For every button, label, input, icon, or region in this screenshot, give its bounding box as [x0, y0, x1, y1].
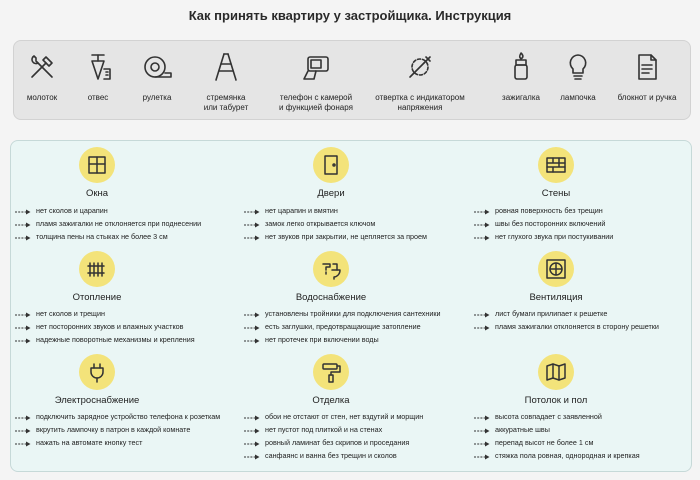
arrow-icon — [244, 233, 260, 239]
checklist-item — [244, 424, 382, 436]
section-title: Водоснабжение — [295, 292, 367, 303]
tool-label: молоток — [26, 93, 58, 102]
ceiling-floor-icon — [545, 361, 567, 383]
ventilation-fan-icon — [545, 258, 567, 280]
section-title: Отделка — [312, 395, 350, 406]
checklist-item-text: стяжка пола ровная, однородная и крепкая — [495, 451, 640, 460]
brick-wall-icon — [545, 154, 567, 176]
checklist-item — [244, 231, 427, 243]
arrow-icon — [474, 220, 490, 226]
notepad-pen-icon — [631, 51, 663, 83]
arrow-icon — [244, 413, 260, 419]
arrow-icon — [15, 310, 31, 316]
arrow-icon — [15, 439, 31, 445]
checklist-item-text: обои не отстают от стен, нет вздутий и морщин — [265, 412, 424, 421]
section-title: Окна — [85, 188, 109, 199]
checklist-item-text: санфаянс и ванна без трещин и сколов — [265, 451, 397, 460]
checklist-item — [15, 321, 184, 333]
checklist-item — [15, 205, 108, 217]
checklist-item — [244, 205, 338, 217]
section-icon-circle — [313, 251, 349, 287]
tool-label: стремянка или табурет — [203, 93, 249, 112]
checklist-item — [244, 334, 379, 346]
checklist-item — [244, 308, 441, 320]
checklist-item-text: нет сколов и царапин — [36, 206, 108, 215]
tool-label: зажигалка — [502, 93, 540, 102]
checklist-item-text: нет посторонних звуков и влажных участков — [36, 322, 184, 331]
checklist-item-text: ровный ламинат без скрипов и проседания — [265, 438, 410, 447]
checklist-item-text: ровная поверхность без трещин — [495, 206, 603, 215]
checklist-item-text: нет царапин и вмятин — [265, 206, 338, 215]
checklist-item-text: подключить зарядное устройство телефона к розеткам — [36, 412, 221, 421]
section-icon-circle — [79, 251, 115, 287]
arrow-icon — [474, 310, 490, 316]
section-title: Вентиляция — [529, 292, 583, 303]
tool-label: телефон с камерой и функцией фонаря — [279, 93, 353, 112]
arrow-icon — [15, 220, 31, 226]
arrow-icon — [244, 207, 260, 213]
faucet-toilet-icon — [320, 258, 342, 280]
arrow-icon — [244, 426, 260, 432]
section-icon-circle — [538, 251, 574, 287]
window-icon — [86, 154, 108, 176]
checklist-item-text: толщина пены на стыках не более 3 см — [36, 232, 168, 241]
stepladder-icon — [210, 51, 242, 83]
section-icon-circle — [538, 147, 574, 183]
checklist-item — [244, 321, 421, 333]
light-bulb-icon — [562, 51, 594, 83]
section-title: Электроснабжение — [54, 395, 140, 406]
checklist-item — [474, 321, 659, 333]
power-plug-icon — [86, 361, 108, 383]
section-icon-circle — [79, 354, 115, 390]
checklist-item-text: нет протечек при включении воды — [265, 335, 379, 344]
tool-label: рулетка — [142, 93, 172, 102]
checklist-item-text: нет глухого звука при постукивании — [495, 232, 614, 241]
tools-toolbar — [13, 40, 691, 120]
checklist-item-text: вкрутить лампочку в патрон в каждой комнате — [36, 425, 191, 434]
tool-label: отвертка с индикатором напряжения — [375, 93, 465, 112]
tool-label: отвес — [87, 93, 109, 102]
checklist-item — [15, 437, 142, 449]
checklist-item — [474, 411, 602, 423]
arrow-icon — [244, 323, 260, 329]
plumb-bob-icon — [82, 51, 114, 83]
phone-camera-icon — [300, 51, 332, 83]
door-icon — [320, 154, 342, 176]
arrow-icon — [474, 323, 490, 329]
radiator-icon — [86, 258, 108, 280]
checklist-item-text: нет звуков при закрытии, не цепляется за проем — [265, 232, 427, 241]
checklist-item-text: пламя зажигалки не отклоняется при поднесении — [36, 219, 202, 228]
arrow-icon — [474, 207, 490, 213]
checklist-item — [474, 450, 640, 462]
checklist-panel — [10, 140, 692, 472]
section-icon-circle — [313, 354, 349, 390]
checklist-item — [474, 424, 550, 436]
checklist-item-text: лист бумаги прилипает к решетке — [495, 309, 608, 318]
checklist-item — [244, 411, 423, 423]
checklist-item — [15, 411, 220, 423]
checklist-item — [474, 308, 607, 320]
checklist-item-text: замок легко открывается ключом — [265, 219, 376, 228]
screwdriver-tester-icon — [404, 51, 436, 83]
arrow-icon — [474, 233, 490, 239]
arrow-icon — [244, 439, 260, 445]
section-icon-circle — [313, 147, 349, 183]
checklist-item — [15, 218, 201, 230]
checklist-item — [474, 437, 593, 449]
checklist-item — [474, 205, 603, 217]
checklist-item — [244, 437, 409, 449]
checklist-item-text: нажать на автомате кнопку тест — [36, 438, 143, 447]
tool-label: лампочка — [560, 93, 596, 102]
arrow-icon — [15, 323, 31, 329]
checklist-item-text: перепад высот не более 1 см — [495, 438, 594, 447]
checklist-item-text: нет пустот под плиткой и на стенах — [265, 425, 383, 434]
arrow-icon — [15, 233, 31, 239]
checklist-item — [15, 308, 105, 320]
arrow-icon — [474, 452, 490, 458]
section-icon-circle — [79, 147, 115, 183]
checklist-item — [244, 450, 397, 462]
checklist-item-text: есть заглушки, предотвращающие затопление — [265, 322, 421, 331]
section-icon-circle — [538, 354, 574, 390]
checklist-item — [244, 218, 375, 230]
arrow-icon — [15, 413, 31, 419]
checklist-item-text: пламя зажигалки отклоняется в сторону решетки — [495, 322, 659, 331]
checklist-item — [15, 424, 190, 436]
checklist-item-text: нет сколов и трещин — [36, 309, 105, 318]
arrow-icon — [244, 452, 260, 458]
arrow-icon — [15, 426, 31, 432]
checklist-item — [15, 231, 168, 243]
lighter-icon — [505, 51, 537, 83]
arrow-icon — [244, 336, 260, 342]
tool-label: блокнот и ручка — [617, 93, 677, 102]
checklist-item — [474, 218, 605, 230]
section-title: Стены — [541, 188, 571, 199]
section-title: Потолок и пол — [524, 395, 588, 406]
checklist-item-text: высота совпадает с заявленной — [495, 412, 602, 421]
checklist-item — [474, 231, 613, 243]
section-title: Двери — [317, 188, 345, 199]
arrow-icon — [15, 336, 31, 342]
arrow-icon — [474, 413, 490, 419]
paint-roller-icon — [320, 361, 342, 383]
section-title: Отопление — [72, 292, 122, 303]
arrow-icon — [244, 310, 260, 316]
checklist-item-text: аккуратные швы — [495, 425, 550, 434]
tape-measure-icon — [141, 51, 173, 83]
arrow-icon — [474, 426, 490, 432]
checklist-item-text: установлены тройники для подключения сантехники — [265, 309, 441, 318]
arrow-icon — [15, 207, 31, 213]
page-title: Как принять квартиру у застройщика. Инструкция — [188, 8, 512, 23]
arrow-icon — [474, 439, 490, 445]
hammer-wrench-icon — [26, 51, 58, 83]
arrow-icon — [244, 220, 260, 226]
checklist-item-text: надежные поворотные механизмы и крепления — [36, 335, 195, 344]
checklist-item-text: швы без посторонних включений — [495, 219, 606, 228]
checklist-item — [15, 334, 195, 346]
